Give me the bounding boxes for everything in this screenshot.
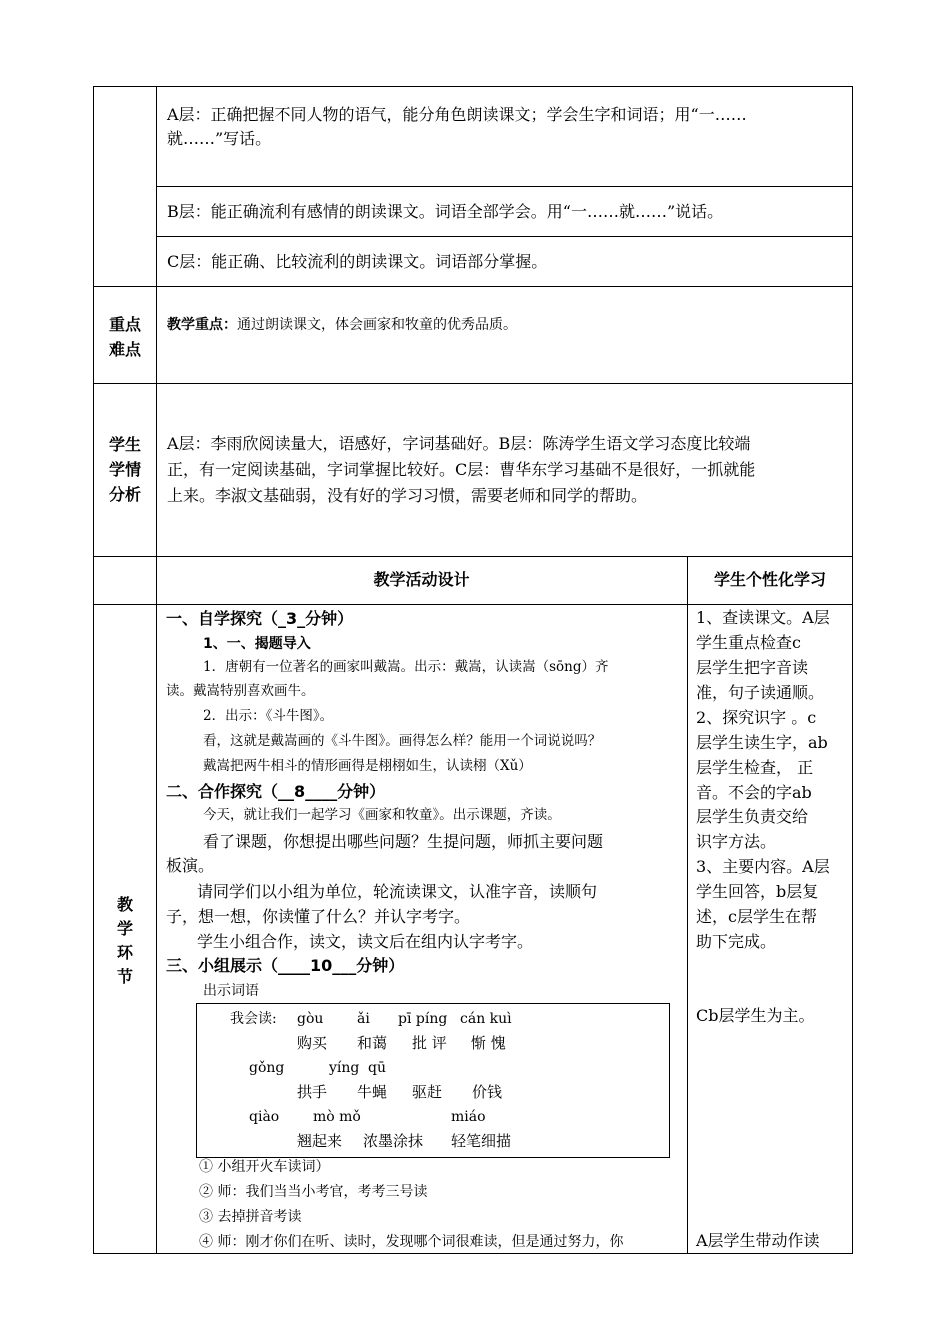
activity-paragraph: 看了课题，你想提出哪些问题？生提问题，师抓主要问题 [203,832,604,851]
vocab-word: 惭 愧 [471,1034,506,1052]
show-words-label: 出示词语 [203,983,259,999]
vocab-word: 驱赶 [412,1083,443,1101]
vocab-word: 翘起来 [297,1132,343,1150]
vocab-word: 拱手 [297,1083,328,1101]
student-analysis-header: 学生 学情 分析 [108,435,141,504]
individual-line: 学生重点检查c [696,633,801,652]
table-rule [156,186,853,187]
design-column-header: 教学活动设计 [373,570,470,589]
vocab-pinyin: qiào [249,1109,280,1125]
activity-paragraph: 看，这就是戴嵩画的《斗牛图》。画得怎么样？能用一个词说说吗？ [203,733,602,749]
vocab-pinyin: mò mǒ [313,1109,361,1125]
vocab-pinyin: gòu [297,1011,324,1027]
analysis-line2: 正，有一定阅读基础，字词掌握比较好。C层：曹华东学习基础不是很好，一抓就能 [167,460,756,479]
individual-cb-note: Cb层学生为主。 [696,1006,815,1025]
activity-paragraph: 板演。 [166,856,215,875]
vocab-word: 批 评 [412,1034,447,1052]
individual-line: 层学生把字音读 [696,658,809,677]
goal-a-line2: 就……”写话。 [167,129,272,148]
individual-line: 2、探究识字 。c [696,708,817,727]
individual-line: 3、主要内容。A层 [696,857,830,876]
key-points-header: 重点 难点 [108,315,141,359]
vocab-word: 浓墨涂抹 [363,1132,424,1150]
individual-line: 层学生负责交给 [696,807,809,826]
table-rule [93,604,853,605]
key-points-text: 通过朗读课文，体会画家和牧童的优秀品质。 [237,317,517,333]
step1-subtitle: 1、一、揭题导入 [203,636,311,652]
table-border-left [93,86,94,1254]
individual-line: 助下完成。 [696,932,777,951]
table-divider-header [156,86,157,1254]
vocab-word: 购买 [297,1034,328,1052]
table-border-right [852,86,853,1254]
activity-paragraph: 请同学们以小组为单位，轮流读课文，认准字音，读顺句 [197,882,598,901]
key-points-content [167,318,517,332]
activity-paragraph: 2．出示：《斗牛图》。 [203,708,334,724]
vocab-label: 我会读: [230,1011,277,1027]
activity-paragraph: 子，想一想，你读懂了什么？并认字考字。 [166,907,471,926]
individual-a-note: A层学生带动作读 [696,1231,820,1250]
table-border-top [93,86,853,87]
activity-step: ④ 师：刚才你们在听、读时，发现哪个词很难读，但是通过努力，你 [199,1234,624,1250]
vocab-pinyin: pī píng [398,1011,448,1027]
activity-step: ① 小组开火车读词） [199,1159,330,1175]
activity-paragraph: 1．唐朝有一位著名的画家叫戴嵩。出示：戴嵩，认读嵩（sōng）齐 [203,659,609,675]
table-rule [93,556,853,557]
individual-line: 识字方法。 [696,832,777,851]
table-rule [156,236,853,237]
individual-line: 层学生读生字，ab [696,733,828,752]
individual-line: 准，句子读通顺。 [696,683,825,702]
vocab-pinyin: qū [368,1060,386,1076]
goal-c: C层：能正确、比较流利的朗读课文。词语部分掌握。 [167,252,548,271]
activity-paragraph: 今天，就让我们一起学习《画家和牧童》。出示课题，齐读。 [203,807,561,823]
vocab-word: 和蔼 [357,1034,388,1052]
individual-line: 学生回答，b层复 [696,882,819,901]
activity-step: ② 师：我们当当小考官，考考三号读 [199,1184,428,1200]
activity-step: ③ 去掉拼音考读 [199,1209,302,1225]
analysis-line3: 上来。李淑文基础弱，没有好的学习习惯，需要老师和同学的帮助。 [167,486,648,505]
key-points-label: 教学重点： [167,317,237,333]
individual-column-header: 学生个性化学习 [713,570,826,589]
vocab-pinyin: yíng [329,1060,360,1076]
vocab-word: 轻笔细描 [451,1132,512,1150]
activity-paragraph: 学生小组合作，读文，读文后在组内认字考字。 [197,932,534,951]
step2-title: 二、合作探究（__8____分钟） [166,782,386,801]
step3-title: 三、小组展示（____10___分钟） [166,956,405,975]
individual-line: 1、查读课文。A层 [696,608,830,627]
vocab-pinyin: miáo [451,1109,486,1125]
teaching-section-header: 教 学 环 节 [116,895,133,986]
activity-paragraph: 戴嵩把两牛相斗的情形画得是栩栩如生，认读栩（Xǔ） [203,758,532,774]
activity-paragraph: 读。戴嵩特别喜欢画牛。 [166,683,315,699]
vocab-pinyin: gǒng [249,1060,285,1076]
analysis-line1: A层：李雨欣阅读量大，语感好，字词基础好。B层：陈涛学生语文学习态度比较端 [167,434,751,453]
table-rule [93,383,853,384]
vocab-word: 牛蝇 [357,1083,388,1101]
table-border-bottom [93,1253,853,1254]
goal-a-line1: A层：正确把握不同人物的语气，能分角色朗读课文；学会生字和词语；用“一…… [167,105,747,124]
step1-title: 一、自学探究（_3_分钟） [166,609,354,628]
vocab-pinyin: cán kuì [460,1011,512,1027]
table-divider-individual [687,556,688,1254]
table-rule [93,286,853,287]
individual-line: 音。不会的字ab [696,783,812,802]
goal-b: B层：能正确流利有感情的朗读课文。词语全部学会。用“一……就……”说话。 [167,202,724,221]
individual-line: 述，c层学生在帮 [696,907,817,926]
individual-line: 层学生检查， 正 [696,758,814,777]
vocab-word: 价钱 [472,1083,503,1101]
vocab-pinyin: ǎi [357,1011,370,1027]
